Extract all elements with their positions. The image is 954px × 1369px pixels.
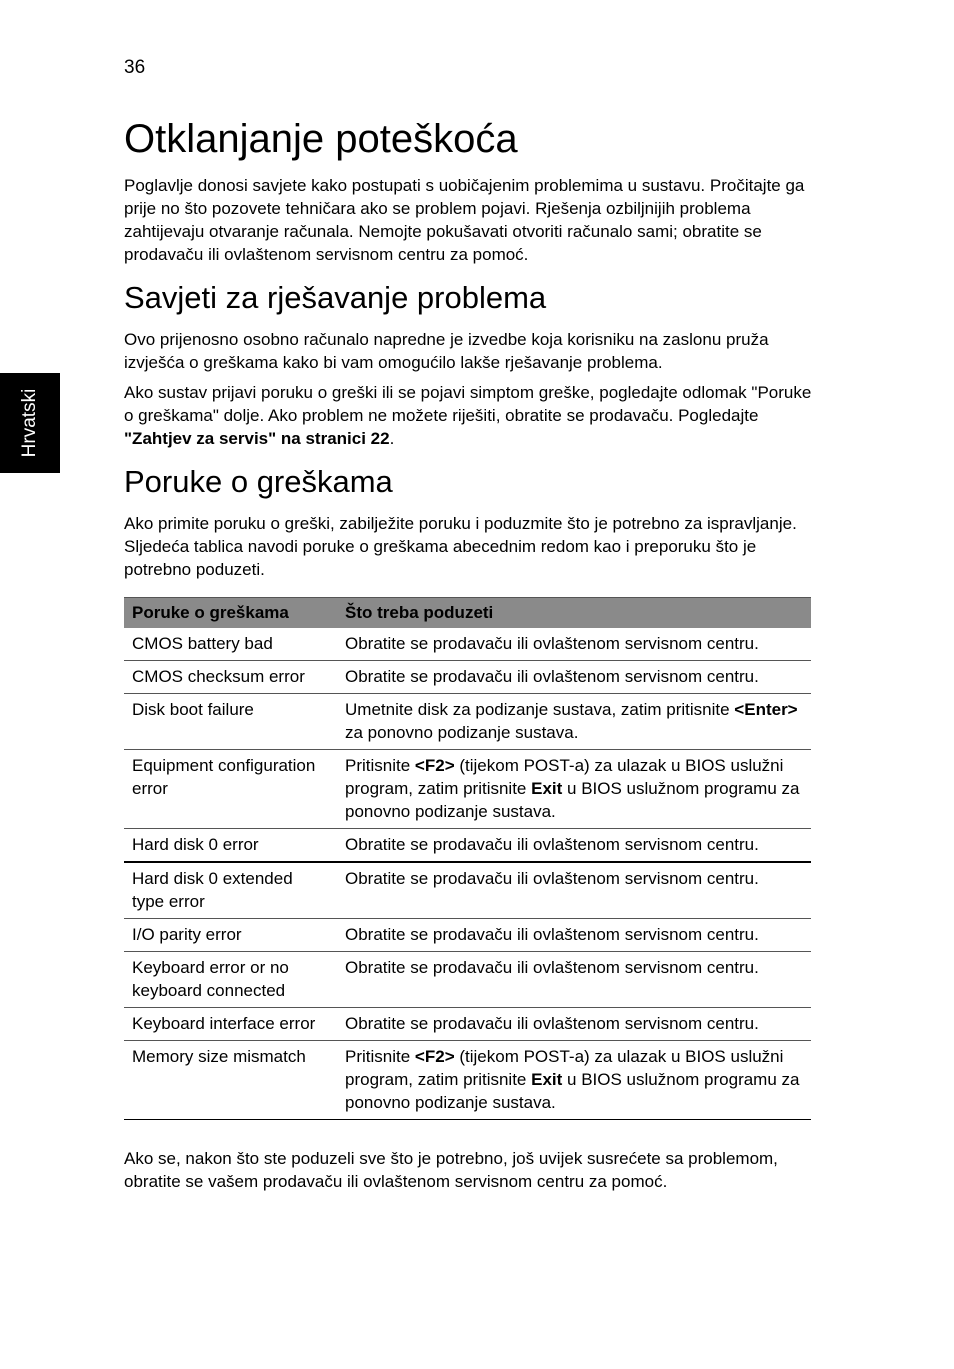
page-content	[124, 112, 814, 1200]
table-row	[124, 750, 811, 829]
service-request-link[interactable]: "Zahtjev za servis" na stranici 22	[124, 429, 390, 448]
table-row	[124, 661, 811, 694]
action-cell	[337, 661, 811, 694]
error-message-cell: I/O parity error	[124, 919, 337, 952]
action-text: Obratite se prodavaču ili ovlaštenom servisnom centru.	[345, 634, 759, 653]
error-message-cell: Hard disk 0 error	[124, 829, 337, 863]
page-number: 36	[124, 57, 146, 78]
error-message-cell: Keyboard interface error	[124, 1008, 337, 1041]
error-message-cell: Keyboard error or no keyboard connected	[124, 952, 337, 1008]
action-cell	[337, 1008, 811, 1041]
section-heading-tips: Savjeti za rješavanje problema	[124, 280, 547, 315]
action-text: Obratite se prodavaču ili ovlaštenom servisnom centru.	[345, 958, 759, 977]
table-row	[124, 1041, 811, 1120]
action-text: Obratite se prodavaču ili ovlaštenom servisnom centru.	[345, 1014, 759, 1033]
table-row	[124, 694, 811, 750]
table-row	[124, 829, 811, 863]
error-message-cell: CMOS battery bad	[124, 628, 337, 661]
action-cell	[337, 1041, 811, 1120]
action-text: Umetnite disk za podizanje sustava, zatim pritisnite	[345, 700, 735, 719]
action-text: u BIOS uslužnom programu za ponovno podizanje sustava.	[345, 779, 800, 821]
error-message-cell: Hard disk 0 extended type error	[124, 862, 337, 919]
table-row	[124, 1008, 811, 1041]
section-heading-error-messages: Poruke o greškama	[124, 464, 393, 499]
action-text: Obratite se prodavaču ili ovlaštenom servisnom centru.	[345, 667, 759, 686]
column-header-action: Što treba poduzeti	[337, 598, 811, 629]
key-label: <Enter>	[734, 700, 798, 719]
tips-paragraph-2-text: Ako sustav prijavi poruku o greški ili se pojavi simptom greške, pogledajte odlomak "Poruke o greškama" dolje. Ako problem ne možete riješiti, obratite se prodavaču. Pogledajte	[124, 383, 812, 425]
table-row	[124, 628, 811, 661]
key-label: Exit	[531, 1070, 563, 1089]
action-cell	[337, 750, 811, 829]
closing-paragraph: Ako se, nakon što ste poduzeli sve što je potrebno, još uvijek susrećete sa problemom, obratite se vašem prodavaču ili ovlaštenom servisnom centru za pomoć.	[124, 1149, 778, 1191]
action-text: Obratite se prodavaču ili ovlaštenom servisnom centru.	[345, 835, 759, 854]
error-message-cell: Disk boot failure	[124, 694, 337, 750]
table-row	[124, 862, 811, 919]
key-label: <F2>	[414, 1047, 455, 1066]
action-text: Obratite se prodavaču ili ovlaštenom servisnom centru.	[345, 925, 759, 944]
action-text: Pritisnite	[345, 756, 415, 775]
tips-paragraph-1: Ovo prijenosno osobno računalo napredne je izvedbe koja korisniku na zaslonu pruža izvješća o greškama kako bi vam omogućilo lakše rješavanje problema.	[124, 330, 769, 372]
tips-paragraph-2	[124, 381, 814, 450]
action-cell	[337, 862, 811, 919]
action-cell	[337, 829, 811, 863]
error-message-cell: Equipment configuration error	[124, 750, 337, 829]
language-side-tab	[0, 373, 60, 473]
action-text: (tijekom POST-a) za ulazak u BIOS uslužni program, zatim pritisnite	[345, 1047, 784, 1089]
table-row	[124, 952, 811, 1008]
error-message-cell: CMOS checksum error	[124, 661, 337, 694]
error-messages-table	[124, 597, 811, 1120]
key-label: <F2>	[414, 756, 455, 775]
error-messages-paragraph: Ako primite poruku o greški, zabilježite poruku i poduzmite što je potrebno za ispravljanje. Sljedeća tablica navodi poruke o greškama abecednim redom kao i preporuku što je potrebno poduzeti.	[124, 514, 797, 579]
action-text: u BIOS uslužnom programu za ponovno podizanje sustava.	[345, 1070, 800, 1112]
error-message-cell: Memory size mismatch	[124, 1041, 337, 1120]
action-cell	[337, 919, 811, 952]
action-text: Obratite se prodavaču ili ovlaštenom servisnom centru.	[345, 869, 759, 888]
table-row	[124, 919, 811, 952]
column-header-message: Poruke o greškama	[124, 598, 337, 629]
action-cell	[337, 628, 811, 661]
action-text: za ponovno podizanje sustava.	[345, 723, 579, 742]
action-cell	[337, 952, 811, 1008]
intro-paragraph: Poglavlje donosi savjete kako postupati s uobičajenim problemima u sustavu. Pročitajte ga prije no što pozovete tehničara ako se problem pojavi. Rješenja ozbiljnijih problema zahtijevaju otvaranje računala. Nemojte pokušavati otvoriti računalo sami; obratite se prodavaču ili ovlaštenom servisnom centru za pomoć.	[124, 176, 805, 264]
action-text: (tijekom POST-a) za ulazak u BIOS uslužni program, zatim pritisnite	[345, 756, 784, 798]
tips-paragraph-2-end: .	[389, 429, 395, 448]
language-side-tab-label: Hrvatski	[19, 388, 40, 458]
page-title: Otklanjanje poteškoća	[124, 117, 518, 161]
action-cell	[337, 694, 811, 750]
table-header-row	[124, 598, 811, 629]
action-text: Pritisnite	[345, 1047, 415, 1066]
key-label: Exit	[531, 779, 563, 798]
